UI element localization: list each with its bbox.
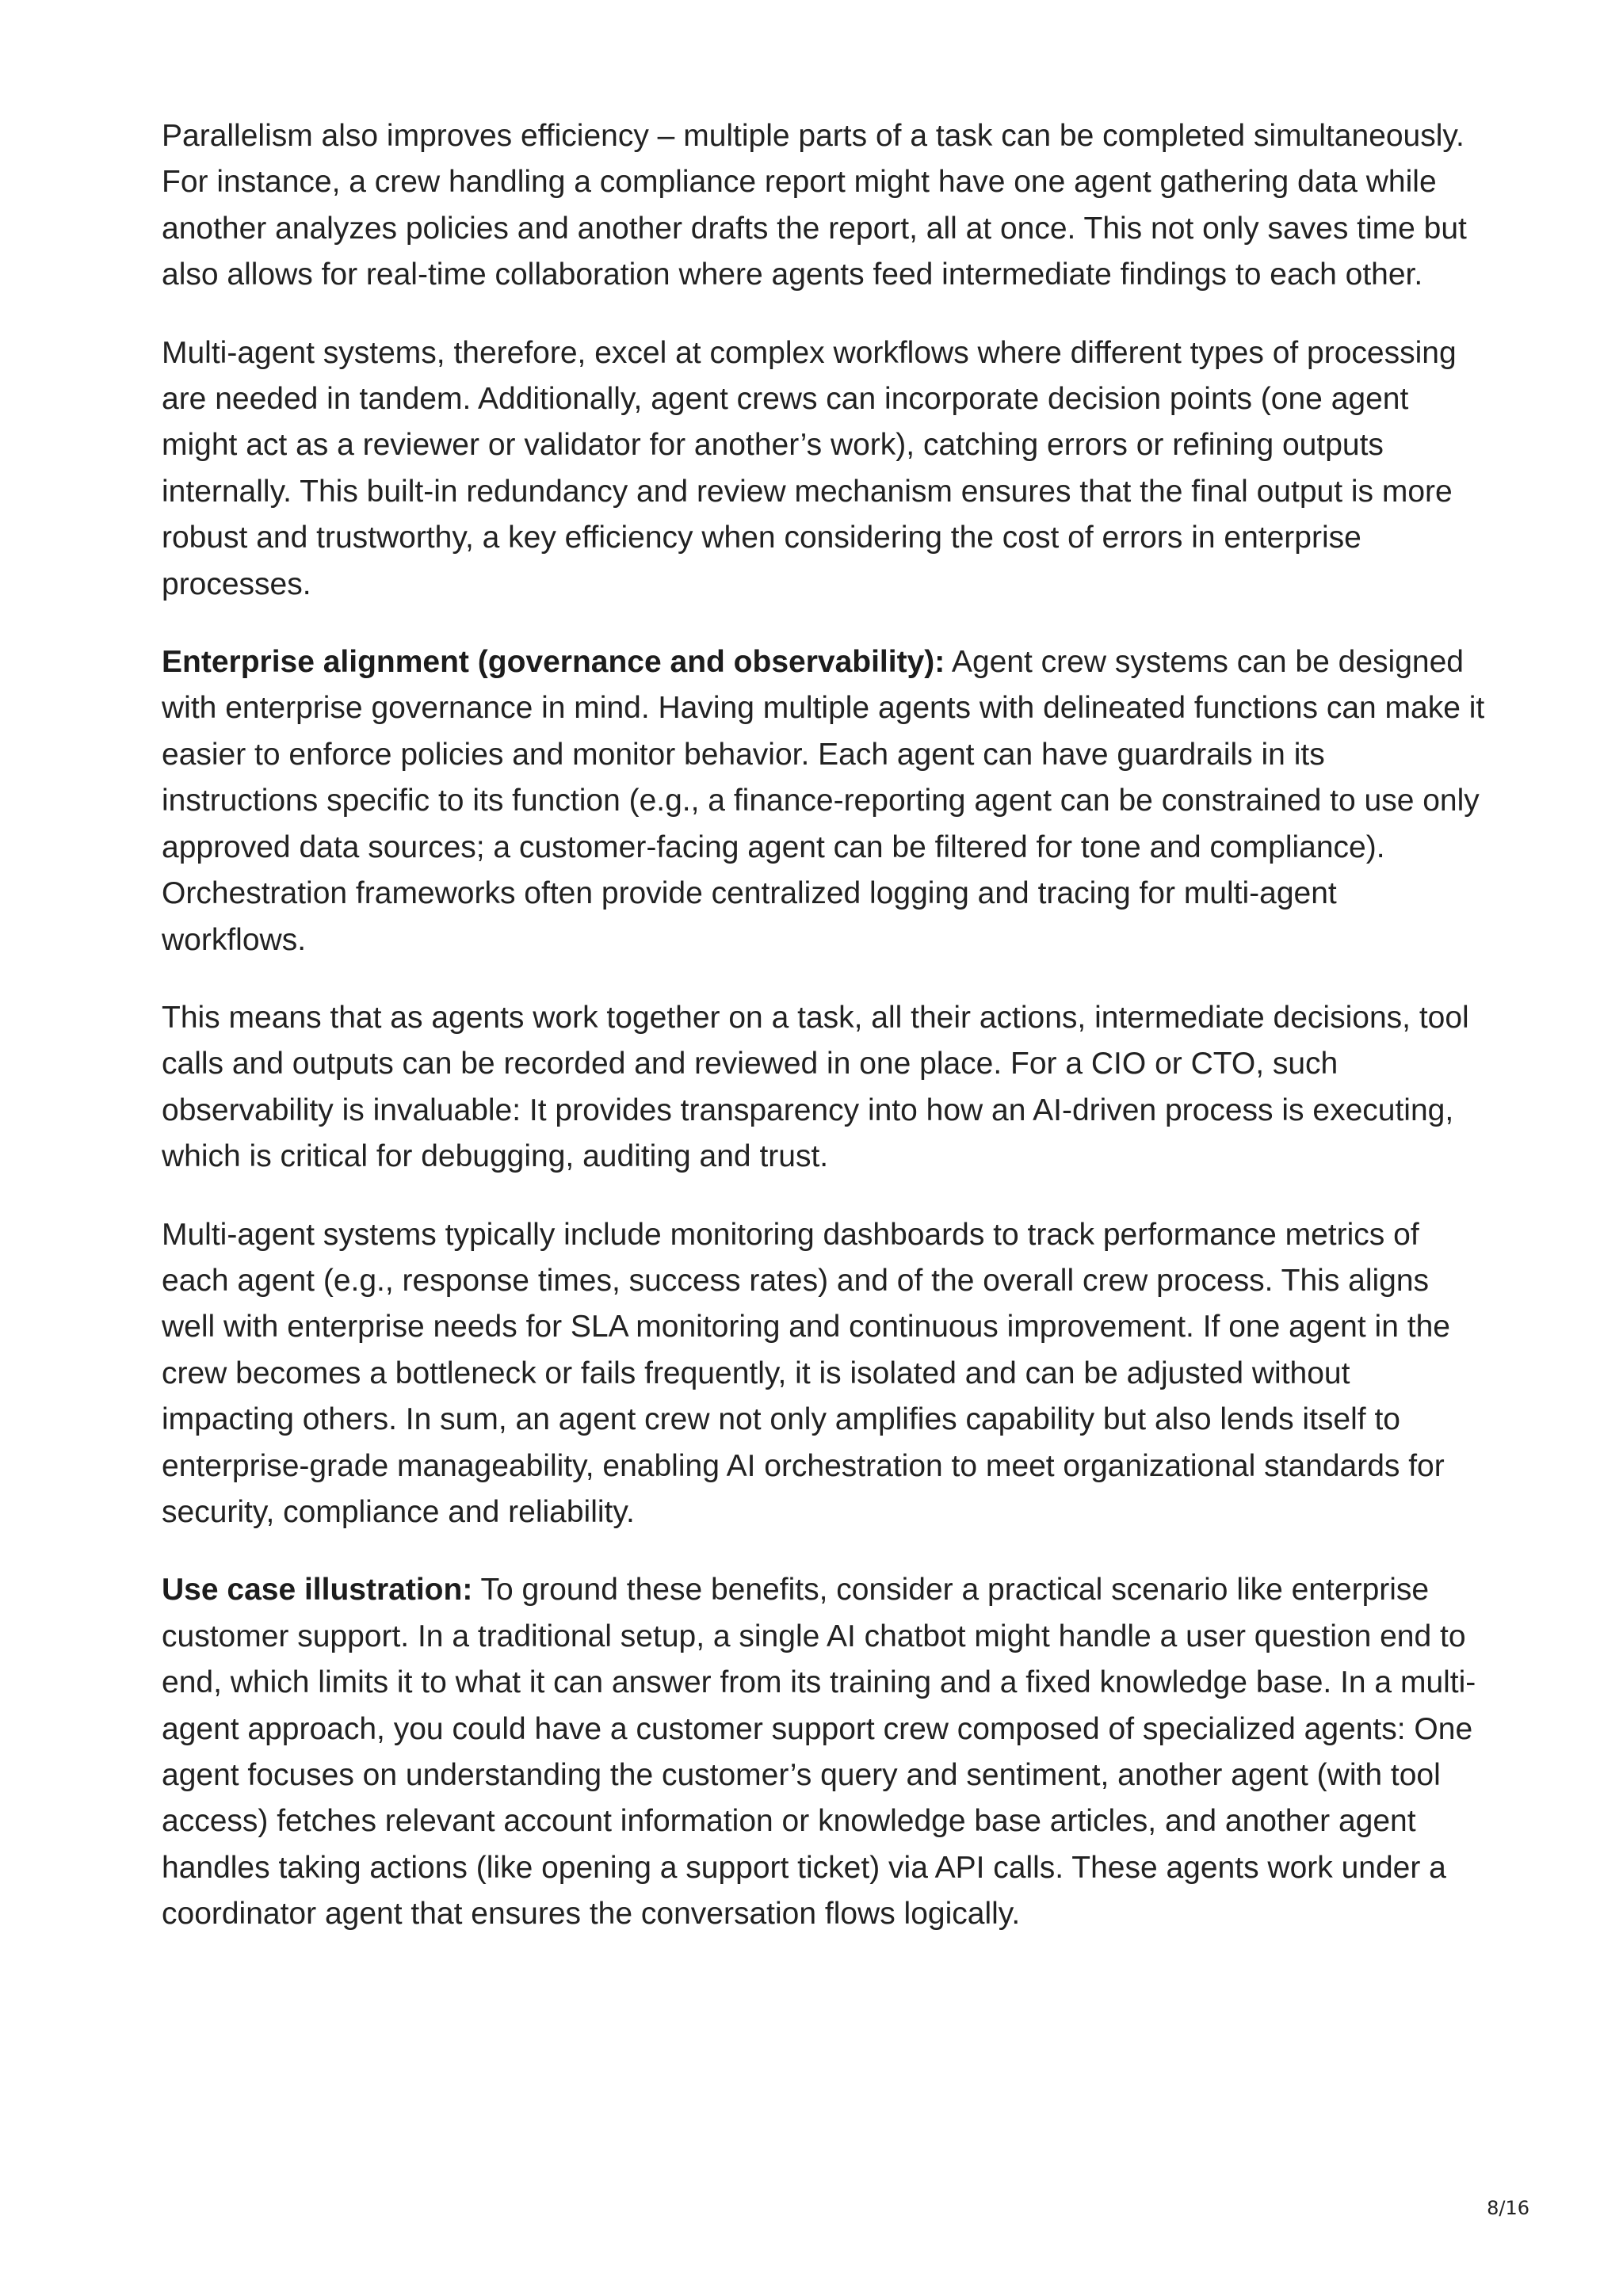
paragraph-monitoring bbox=[162, 1212, 1485, 1536]
paragraph-text: Multi-agent systems, therefore, excel at complex workflows where different types of processing are needed in tandem. Additionally, agent crews can incorporate decision points (one agent might act as a reviewer or validator for another’s work), catching errors or refining outputs internally. This built-in redundancy and review mechanism ensures that the final output is more robust and trustworthy, a key efficiency when considering the cost of errors in enterprise processes. bbox=[162, 335, 1457, 601]
paragraph-text: Agent crew systems can be designed with enterprise governance in mind. Having multiple agents with delineated functions can make it easier to enforce policies and monitor behavior. Each agent can have guardrails in its instructions specific to its function (e.g., a finance-reporting agent can be constrained to use only approved data sources; a customer-facing agent can be filtered for tone and compliance). Orchestration frameworks often provide centralized logging and tracing for multi-agent workflows. bbox=[162, 645, 1485, 957]
paragraph-lead-heading: Enterprise alignment (governance and observability): bbox=[162, 645, 945, 680]
paragraph-text: This means that as agents work together on a task, all their actions, intermediate decisions, tool calls and outputs can be recorded and reviewed in one place. For a CIO or CTO, such observability is invaluable: It provides transparency into how an AI-driven process is executing, which is critical for debugging, auditing and trust. bbox=[162, 1000, 1469, 1174]
paragraph-multi-agent-workflows bbox=[162, 330, 1485, 608]
paragraph-enterprise-alignment bbox=[162, 639, 1485, 963]
paragraph-text: Multi-agent systems typically include monitoring dashboards to track performance metrics of each agent (e.g., response times, success rates) and of the overall crew process. This aligns well with enterprise needs for SLA monitoring and continuous improvement. If one agent in the crew becomes a bottleneck or fails frequently, it is isolated and can be adjusted without impacting others. In sum, an agent crew not only amplifies capability but also lends itself to enterprise-grade manageability, enabling AI orchestration to meet organizational standards for security, compliance and reliability. bbox=[162, 1217, 1450, 1529]
paragraph-lead-heading: Use case illustration: bbox=[162, 1573, 473, 1608]
paragraph-observability bbox=[162, 995, 1485, 1180]
page-number: 8/16 bbox=[1487, 2197, 1529, 2219]
article-body bbox=[162, 113, 1485, 1970]
paragraph-parallelism bbox=[162, 113, 1485, 299]
paragraph-use-case bbox=[162, 1567, 1485, 1937]
paragraph-text: To ground these benefits, consider a practical scenario like enterprise customer support. In a traditional setup, a single AI chatbot might handle a user question end to end, which limits it to what it can answer from its training and a fixed knowledge base. In a multi-agent approach, you could have a customer support crew composed of specialized agents: One agent focuses on understanding the customer’s query and sentiment, another agent (with tool access) fetches relevant account information or knowledge base articles, and another agent handles taking actions (like opening a support ticket) via API calls. These agents work under a coordinator agent that ensures the conversation flows logically. bbox=[162, 1573, 1476, 1932]
paragraph-text: Parallelism also improves efficiency – multiple parts of a task can be completed simultaneously. For instance, a crew handling a compliance report might have one agent gathering data while another analyzes policies and another drafts the report, all at once. This not only saves time but also allows for real-time collaboration where agents feed intermediate findings to each other. bbox=[162, 119, 1467, 292]
